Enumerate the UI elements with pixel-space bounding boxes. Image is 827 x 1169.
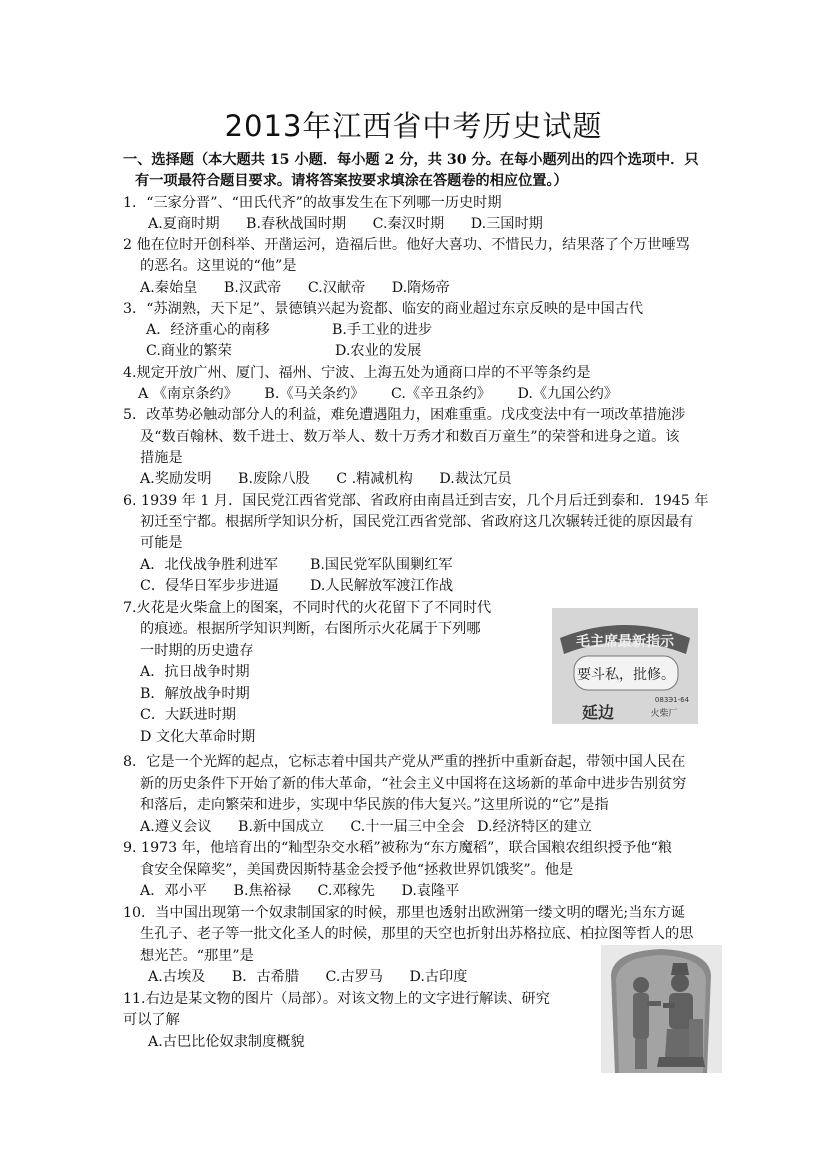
question-6-option-b: B.国民党军队围剿红军 — [310, 557, 453, 573]
question-10-stem-1: 10．当中国出现第一个奴隶制国家的时候，那里也透射出欧洲第一缕文明的曙光;当东方诞 — [123, 905, 685, 921]
question-3-option-d: D.农业的发展 — [335, 343, 422, 359]
matchbox-label-image — [552, 608, 698, 724]
question-5-stem-2: 及“数百翰林、数千进士、数万举人、数十万秀才和数百万童生”的荣誉和进身之道。该 — [140, 429, 680, 445]
matchbox-banner-text: 毛主席最新指示 — [576, 634, 674, 650]
question-4-options — [138, 384, 640, 405]
matchbox-label-graphic — [552, 608, 698, 724]
page-title: 2013年江西省中考历史试题 — [224, 109, 603, 143]
question-11-option-a: A.古巴比伦奴隶制度概貌 — [148, 1034, 305, 1050]
question-4-option-c: C.《辛丑条约》 — [390, 386, 491, 402]
question-4-option-d: D.《九国公约》 — [517, 386, 619, 402]
question-3-option-b: B.手工业的进步 — [332, 322, 433, 338]
question-11-stem-1: 11.右边是某文物的图片（局部）。对该文物上的文字进行解读、研究 — [123, 991, 550, 1007]
question-6-option-a: A．北伐战争胜利进军 — [140, 557, 278, 573]
question-9-option-b: B.焦裕禄 — [233, 883, 292, 899]
question-7-stem-3: 一时期的历史遗存 — [140, 643, 254, 659]
question-1-option-d: D.三国时期 — [470, 216, 543, 232]
question-9-option-a: A．邓小平 — [140, 883, 207, 899]
question-8-stem-2: 新的历史条件下开始了新的伟大革命，“社会主义中国将在这场新的革命中进步告别贫穷 — [140, 776, 687, 792]
question-3-option-c: C.商业的繁荣 — [146, 343, 232, 359]
question-6-option-c: C．侵华日军步步进逼 — [140, 578, 279, 594]
question-5-stem-1: 5．改革势必触动部分人的利益，难免遭遇阻力，困难重重。戊戌变法中有一项改革措施涉 — [123, 407, 686, 423]
question-2-stem-1: 2 他在位时开创科举、开凿运河，造福后世。他好大喜功、不惜民力，结果落了个万世唾骂 — [123, 237, 690, 253]
question-8-option-b: B.新中国成立 — [238, 819, 324, 835]
matchbox-place-text: 延边 — [581, 703, 615, 722]
matchbox-maker-text: 火柴厂 — [650, 709, 678, 719]
question-11-stem-2: 可以了解 — [123, 1012, 180, 1028]
question-9-options — [140, 881, 481, 902]
question-2-options — [140, 278, 472, 299]
question-7-stem-1: 7.火花是火柴盒上的图案，不同时代的火花留下了不同时代 — [123, 600, 492, 616]
question-5-options — [140, 469, 534, 490]
section-header-line1: 一、选择题（本大题共 15 小题．每小题 2 分，共 30 分。在每小题列出的四个选项中．只 — [123, 152, 699, 168]
question-9-option-d: D.袁隆平 — [401, 883, 460, 899]
question-5-option-d: D.裁汰冗员 — [439, 471, 512, 487]
matchbox-code-text: 083Э1-64 — [654, 696, 690, 704]
question-6-stem-3: 可能是 — [140, 535, 183, 551]
question-8-options — [140, 817, 614, 838]
question-2-option-a: A.秦始皇 — [140, 280, 198, 296]
question-3-option-a: A．经济重心的南移 — [146, 322, 270, 338]
question-1-options — [148, 214, 565, 235]
question-8-option-d: D.经济特区的建立 — [477, 819, 592, 835]
question-8-option-a: A.遵义会议 — [140, 819, 212, 835]
question-4-option-a: A 《南京条约》 — [138, 386, 238, 402]
question-3-stem: 3．“苏湖熟，天下足”、景德镇兴起为瓷都、临安的商业超过东京反映的是中国古代 — [123, 301, 644, 317]
question-1-option-b: B.春秋战国时期 — [246, 216, 347, 232]
question-8-stem-1: 8．它是一个光辉的起点，它标志着中国共产党从严重的挫折中重新奋起，带领中国人民在 — [123, 754, 686, 770]
question-8-option-c: C.十一届三中全会 — [350, 819, 465, 835]
question-5-option-b: B.废除八股 — [238, 471, 310, 487]
question-10-stem-2: 生孔子、老子等一批文化圣人的时候，那里的天空也折射出苏格拉底、柏拉图等哲人的思 — [140, 926, 694, 942]
question-5-option-a: A.奖励发明 — [140, 471, 212, 487]
question-7-option-d: D 文化大革命时期 — [140, 729, 256, 745]
question-10-option-d: D.古印度 — [409, 969, 468, 985]
stele-photo-graphic — [601, 945, 722, 1073]
question-2-option-c: C.汉献帝 — [307, 280, 366, 296]
question-2-option-d: D.隋炀帝 — [391, 280, 450, 296]
question-9-stem-2: 食安全保障奖”，美国费因斯特基金会授予他“拯救世界饥饿奖”。他是 — [140, 862, 574, 878]
question-9-option-c: C.邓稼先 — [317, 883, 375, 899]
question-1-option-a: A.夏商时期 — [148, 216, 220, 232]
section-header-line2: 有一项最符合题目要求。请将答案按要求填涂在答题卷的相应位置。） — [135, 173, 568, 189]
question-1-stem: 1．“三家分晋”、“田氏代齐”的故事发生在下列哪一历史时期 — [123, 195, 502, 211]
matchbox-slogan-text: 要斗私，批修。 — [577, 667, 675, 683]
question-8-stem-3: 和落后，走向繁荣和进步，实现中华民族的伟大复兴。”这里所说的“它”是指 — [140, 797, 609, 813]
question-4-option-b: B.《马关条约》 — [264, 386, 365, 402]
question-1-option-c: C.秦汉时期 — [372, 216, 445, 232]
question-6-stem-2: 初迁至宁都。根据所学知识分析，国民党江西省党部、省政府这几次辗转迁徙的原因最有 — [140, 514, 694, 530]
question-5-stem-3: 措施是 — [140, 450, 183, 466]
question-10-options — [148, 967, 489, 988]
question-7-option-b: B．解放战争时期 — [140, 686, 250, 702]
question-10-option-b: B．古希腊 — [231, 969, 300, 985]
question-7-stem-2: 的痕迹。根据所学知识判断，右图所示火花属于下列哪 — [140, 621, 481, 637]
question-2-option-b: B.汉武帝 — [223, 280, 282, 296]
hammurabi-stele-icon — [601, 945, 722, 1073]
question-7-option-c: C．大跃进时期 — [140, 707, 236, 723]
question-4-stem: 4.规定开放广州、厦门、福州、宁波、上海五处为通商口岸的不平等条约是 — [123, 365, 591, 381]
question-5-option-c: C .精减机构 — [336, 471, 413, 487]
question-10-option-c: C.古罗马 — [325, 969, 383, 985]
question-7-option-a: A．抗日战争时期 — [140, 664, 250, 680]
question-10-option-a: A.古埃及 — [148, 969, 206, 985]
question-10-stem-3: 想光芒。“那里”是 — [140, 948, 254, 964]
question-6-stem-1: 6. 1939 年 1 月．国民党江西省党部、省政府由南昌迁到吉安，几个月后迁到泰和．1945 年 — [123, 493, 709, 509]
question-6-option-d: D.人民解放军渡江作战 — [310, 578, 454, 594]
question-2-stem-2: 的恶名。这里说的“他”是 — [140, 258, 297, 274]
question-9-stem-1: 9. 1973 年，他培育出的“籼型杂交水稻”被称为“东方魔稻”，联合国粮农组织授予他“粮 — [123, 840, 672, 856]
